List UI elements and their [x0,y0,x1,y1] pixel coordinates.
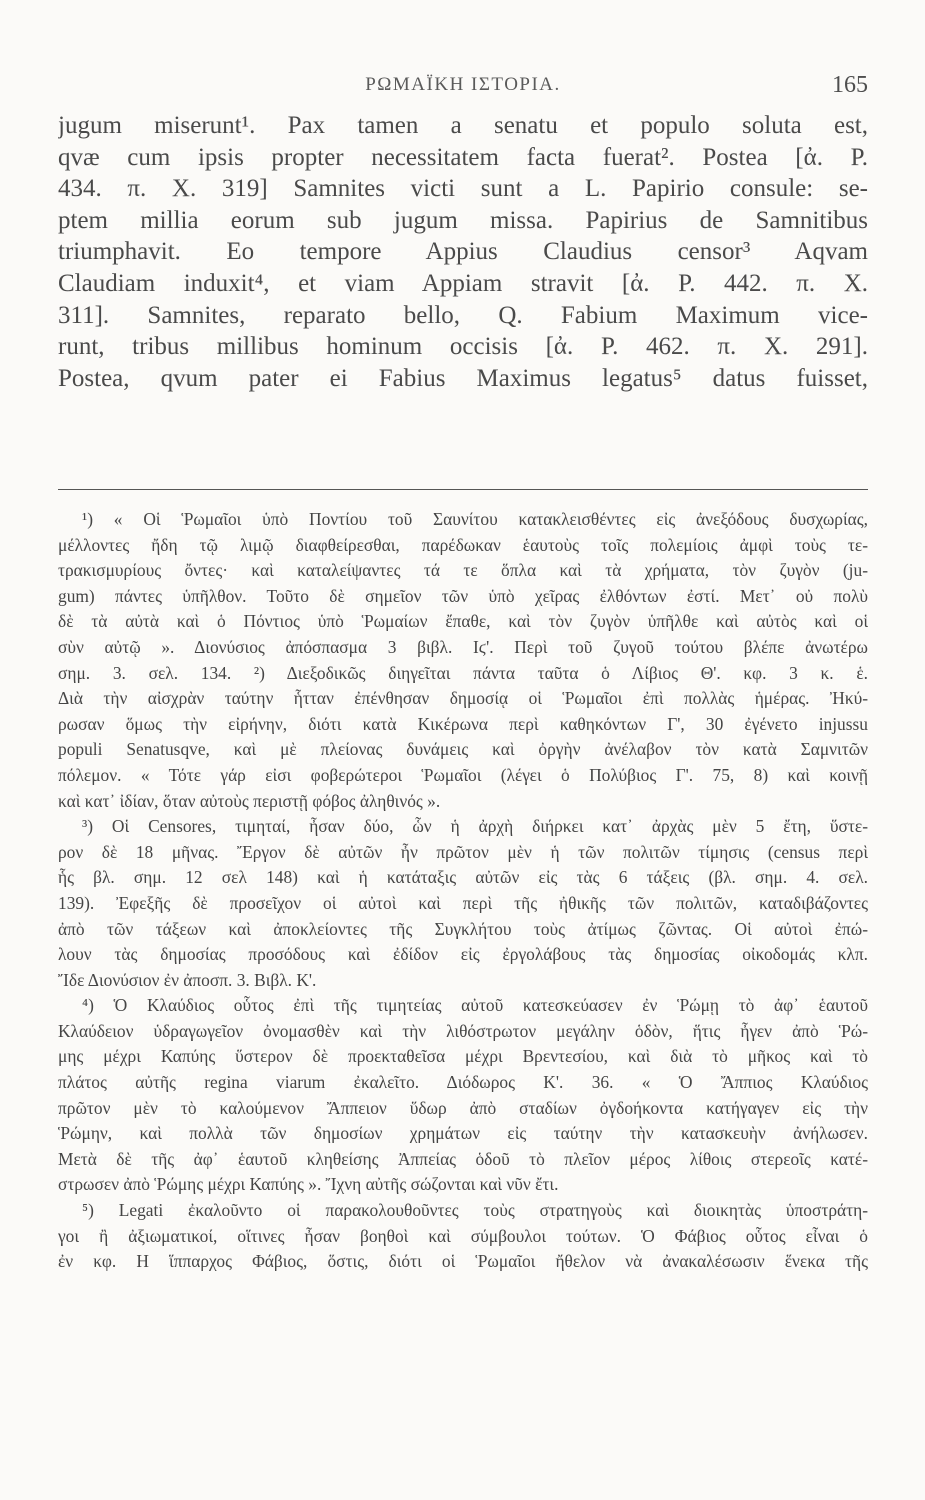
footnote-line: 139). Ἐφεξῆς δὲ προσεῖχον οἱ αὐτοὶ καὶ περὶ τῆς ἠθικῆς τῶν πολιτῶν, καταδιβάζοντες [58,892,868,913]
footnote-line: δὲ τὰ αὐτὰ καὶ ὁ Πόντιος ὑπὸ Ῥωμαίων ἔπαθε, καὶ τὸν ζυγὸν ὑπῆλθε καὶ αὐτὸς καὶ οἱ [58,611,868,632]
footnote-line: σὺν αὐτῷ ». Διονύσιος ἀπόσπασμα 3 βιβλ. Ιϛ'. Περὶ τοῦ ζυγοῦ τούτου βλέπε ἀνωτέρω [58,636,868,657]
footnote-line: Διὰ τὴν αἰσχρὰν ταύτην ἧτταν ἐπένθησαν δημοσίᾳ οἱ Ῥωμαῖοι ἐπὶ πολλὰς ἡμέρας. Ἠκύ- [58,688,868,709]
footnote-line: μης μέχρι Καπύης ὕστερον δὲ προεκταθεῖσα μέχρι Βρεντεσίου, καὶ διὰ τὸ μῆκος καὶ τὸ [58,1046,868,1067]
footnote-divider [58,489,868,490]
text-line: 311]. Samnites, reparato bello, Q. Fabium Maximum vice- [58,301,868,329]
footnote-line: ³) Οἱ Censores, τιμηταί, ἦσαν δύο, ὧν ἡ ἀρχὴ διήρκει κατ᾽ ἀρχὰς μὲν 5 ἔτη, ὕστε- [82,816,868,837]
footnotes [58,507,868,1275]
footnote-line: τρακισμυρίους ὄντες· καὶ καταλείψαντες τά τε ὅπλα καὶ τὰ χρήματα, τὸν ζυγὸν (ju- [58,560,868,581]
text-line: ptem millia eorum sub jugum missa. Papirius de Samnitibus [58,206,868,234]
footnote-line: πλάτος αὐτῆς regina viarum ἐκαλεῖτο. Διόδωρος Κ'. 36. « Ὁ Ἄππιος Κλαύδιος [58,1072,868,1093]
footnote-line: ρον δὲ 18 μῆνας. Ἔργον δὲ αὐτῶν ἦν πρῶτον μὲν ἡ τῶν πολιτῶν τίμησις (census περὶ [58,841,868,862]
text-line: runt, tribus millibus hominum occisis [ἀ. Ρ. 462. π. Χ. 291]. [58,333,868,361]
footnote-line: πρῶτον μὲν τὸ καλούμενον Ἄππειον ὕδωρ ἀπὸ σταδίων ὀγδοήκοντα κατήγαγεν εἰς τὴν [58,1097,868,1118]
footnote-line: Κλαύδειον ὑδραγωγεῖον ὀνομασθὲν καὶ τὴν λιθόστρωτον μεγάλην ὁδὸν, ἥτις ἦγεν ἀπὸ Ῥώ- [58,1020,868,1041]
text-line: Postea, qvum pater ei Fabius Maximus legatus⁵ datus fuisset, [58,364,868,392]
footnote-line: populi Senatusqve, καὶ μὲ πλείονας δυνάμεις καὶ ὀργὴν ἀνέλαβον τὸν κατὰ Σαμνιτῶν [58,739,868,760]
footnote-line: πόλεμον. « Τότε γάρ εἰσι φοβερώτεροι Ῥωμαῖοι (λέγει ὁ Πολύβιος Γ'. 75, 8) καὶ κοινῇ [58,764,868,785]
footnote-line: ¹) « Οἱ Ῥωμαῖοι ὑπὸ Ποντίου τοῦ Σαυνίτου κατακλεισθέντες εἰς ἀνεξόδους δυσχωρίας, [82,509,868,529]
footnote-line: ἧς βλ. σημ. 12 σελ 148) καὶ ἡ κατάταξις αὐτῶν εἰς τὰς 6 τάξεις (βλ. σημ. 4. σελ. [58,867,868,888]
footnote-line: γοι ἢ ἀξιωματικοί, οἵτινες ἦσαν βοηθοὶ καὶ σύμβουλοι τούτων. Ὁ Φάβιος οὗτος εἶναι ὁ [58,1225,868,1246]
footnote-line: ἐν κφ. Η ἵππαρχος Φάβιος, ὅστις, διότι οἱ Ῥωμαῖοι ἤθελον νὰ ἀνακαλέσωσιν ἕνεκα τῆς [58,1251,868,1272]
footnote-line: στρωσεν ἀπὸ Ῥώμης μέχρι Καπύης ». Ἴχνη αὐτῆς σώζονται καὶ νῦν ἔτι. [58,1174,559,1195]
page-header [58,74,868,104]
text-line: jugum miserunt¹. Pax tamen a senatu et populo soluta est, [58,112,868,139]
text-line: Claudiam induxit⁴, et viam Appiam stravit [ἀ. Ρ. 442. π. Χ. [58,269,868,297]
text-line: 434. π. Χ. 319] Samnites victi sunt a L. Papirio consule: se- [58,175,868,203]
footnote-line: λουν τὰς δημοσίας προσόδους καὶ ἐδίδον εἰς ἐργολάβους τὰς δημοσίας οἰκοδομάς κλπ. [58,944,868,965]
footnote-line: ρωσαν ὅμως τὴν εἰρήνην, διότι κατὰ Κικέρωνα περὶ καθηκόντων Γ', 30 ἐγένετο injussu [58,713,868,734]
footnote-line: σημ. 3. σελ. 134. ²) Διεξοδικῶς διηγεῖται πάντα ταῦτα ὁ Λίβιος Θ'. κφ. 3 κ. ἑ. [58,662,868,683]
footnote-line: ⁴) Ὁ Κλαύδιος οὗτος ἐπὶ τῆς τιμητείας αὐτοῦ κατεσκεύασεν ἐν Ῥώμῃ τὸ ἀφ᾽ ἑαυτοῦ [82,995,868,1016]
footnote-line: Ῥώμην, καὶ πολλὰ τῶν δημοσίων χρημάτων εἰς ταύτην τὴν κατασκευὴν ἀνήλωσεν. [58,1123,868,1144]
main-text [58,110,868,394]
running-title: ΡΩΜΑΪΚΗ ΙΣΤΟΡΙΑ. [365,74,561,95]
page-number: 165 [832,72,868,98]
footnote-line: μέλλοντες ἤδη τῷ λιμῷ διαφθείρεσθαι, παρέδωκαν ἑαυτοὺς τοῖς πολεμίοις ἀμφὶ τοὺς τε- [58,534,868,555]
text-line: triumphavit. Eo tempore Appius Claudius censor³ Aqvam [58,238,868,266]
footnote-line: Ἴδε Διονύσιον ἐν ἀποσπ. 3. Βιβλ. Κ'. [58,969,317,990]
footnote-line: gum) πάντες ὑπῆλθον. Τοῦτο δὲ σημεῖον τῶν ὑπὸ χεῖρας ἐλθόντων ἐστί. Μετ᾽ οὐ πολὺ [58,585,868,606]
footnote-line: ἀπὸ τῶν τάξεων καὶ ἀποκλείοντες τῆς Συγκλήτου τοὺς ἀτίμως ζῶντας. Οἱ αὐτοὶ ἐπώ- [58,918,868,939]
text-line: qvæ cum ipsis propter necessitatem facta fuerat². Postea [ἀ. Ρ. [58,143,868,171]
footnote-line: ⁵) Legati ἐκαλοῦντο οἱ παρακολουθοῦντες τοὺς στρατηγοὺς καὶ διοικητὰς ὑποστράτη- [82,1200,868,1221]
footnote-line: Μετὰ δὲ τῆς ἀφ᾽ ἑαυτοῦ κληθείσης Ἀππείας ὁδοῦ τὸ πλεῖον μέρος λίθοις στερεοῖς κατέ- [58,1148,868,1169]
footnote-line: καὶ κατ᾽ ἰδίαν, ὅταν αὐτοὺς περιστῇ φόβος ἀληθινός ». [58,790,441,811]
